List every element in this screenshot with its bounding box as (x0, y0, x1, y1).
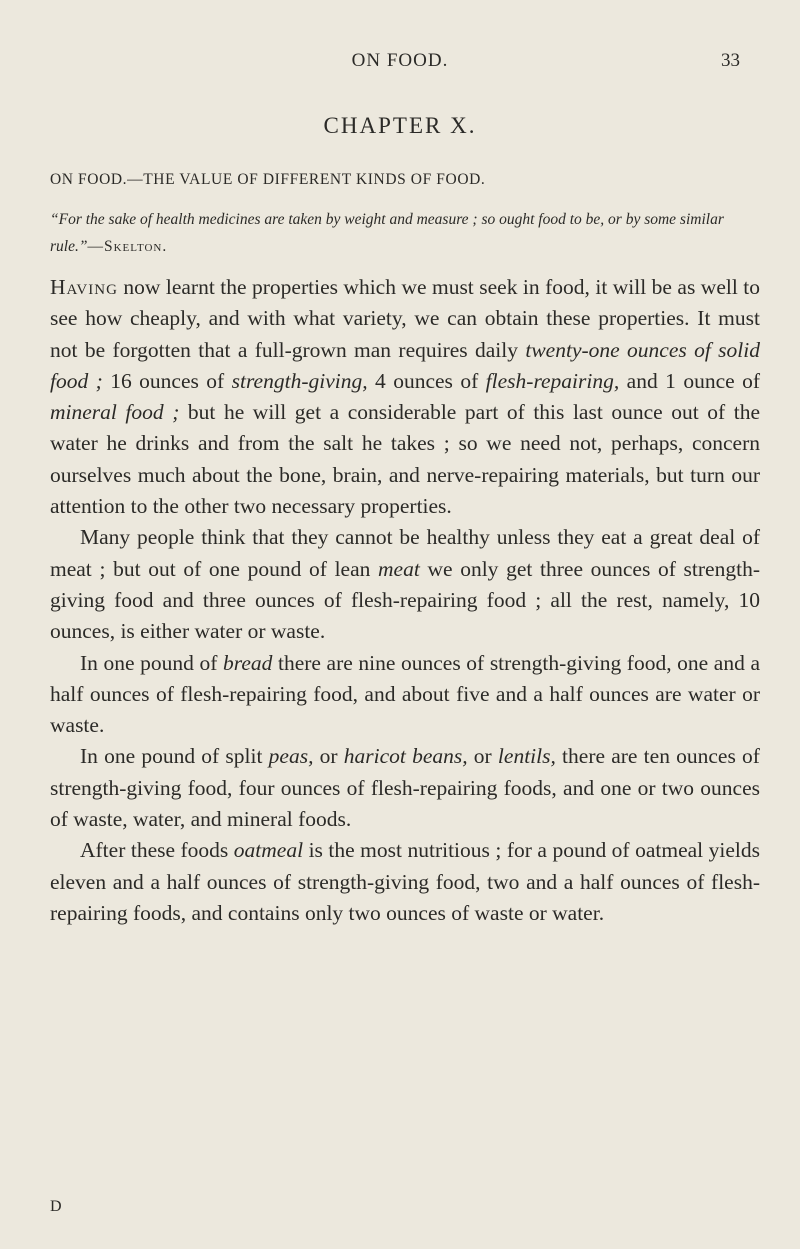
italic-run: flesh-repairing, (485, 368, 620, 393)
running-head: ON FOOD. (351, 50, 449, 71)
italic-run: strength-giving, (231, 368, 368, 393)
chapter-subtitle: ON FOOD.—THE VALUE OF DIFFERENT KINDS OF FOOD. (50, 171, 486, 188)
signature-mark: D (50, 1198, 62, 1215)
epigraph-author: —Skelton. (87, 238, 168, 255)
paragraph-5 (50, 835, 760, 929)
italic-run: meat (378, 556, 420, 581)
text-run: In one pound of split (80, 744, 269, 769)
epigraph (50, 206, 770, 260)
text-run: there are ten ounces of strength-giving food, four ounces of flesh-repairing foods, and one or two ounces of waste, water, and mineral foods. (50, 744, 760, 832)
italic-run: peas, (268, 744, 314, 769)
text-run: now learnt the properties which we must seek in food, it will be as well to see how cheaply, and with what variety, we can obtain these properties. It must not be forgotten that a full-grown man requires daily (50, 275, 760, 362)
page-number: 33 (721, 50, 740, 71)
italic-run: twenty-one ounces of solid food ; (50, 337, 760, 393)
chapter-title: CHAPTER X. (323, 113, 477, 138)
text-run: or (313, 744, 344, 769)
paragraph-2 (50, 522, 760, 647)
text-run: 16 ounces of (102, 368, 232, 393)
italic-run: lentils, (497, 744, 556, 769)
italic-run: mineral food ; (50, 400, 180, 425)
paragraph-3 (50, 648, 760, 742)
text-run: or (467, 744, 498, 769)
text-run: and 1 ounce of (619, 368, 760, 393)
italic-run: oatmeal (233, 838, 304, 863)
text-run: 4 ounces of (367, 368, 486, 393)
text-run: we only get three ounces of strength-giving food and three ounces of flesh-repairing food ; all the rest, namely, 10 ounces, is either water or waste. (50, 556, 760, 644)
epigraph-quote: “For the sake of health medicines are taken by weight and measure ; so ought food to be, or by some similar rule.” (50, 211, 724, 255)
body-text (50, 272, 760, 929)
italic-run: bread (223, 650, 273, 675)
paragraph-1 (50, 272, 760, 522)
opening-word: Having (50, 275, 118, 299)
text-run: is the most nutritious ; for a pound of oatmeal yields eleven and a half ounces of strength-giving food, two and a half ounces of flesh-repairing foods, and contains only two ounces of waste or water. (50, 838, 760, 925)
text-run: In one pound of (80, 650, 224, 675)
text-run: but he will get a considerable part of this last ounce out of the water he drinks and from the salt he takes ; so we need not, perhaps, concern ourselves much about the bone, brain, and nerve-repairing materials, but turn our attention to the other two necessary properties. (50, 400, 760, 519)
text-run: Many people think that they cannot be healthy unless they eat a great deal of meat ; but out of one pound of lean (50, 525, 760, 581)
text-run: there are nine ounces of strength-giving food, one and a half ounces of flesh-repairing food, and about five and a half ounces are water or waste. (50, 650, 760, 738)
text-run: After these foods (80, 838, 234, 863)
paragraph-4 (50, 741, 760, 835)
italic-run: haricot beans, (343, 744, 468, 769)
